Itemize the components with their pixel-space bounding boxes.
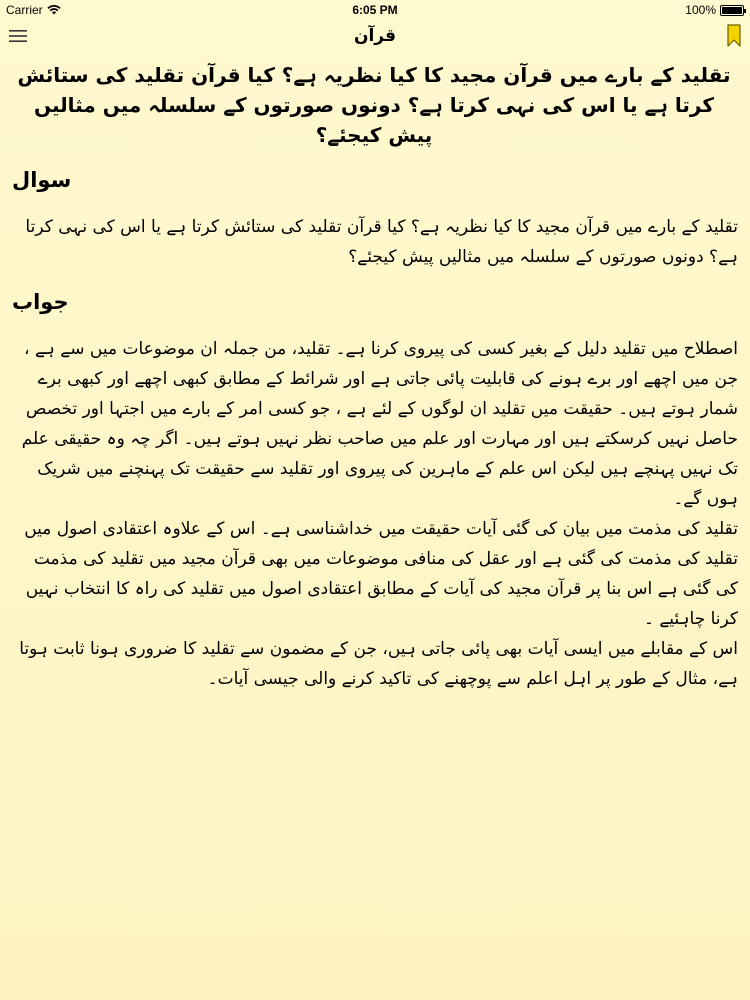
battery-icon [720,5,744,16]
answer-paragraph: اس کے مقابلے میں ایسی آیات بھی پائی جاتی ہیں، جن کے مضمون سے تقلید کا ضروری ہونا ثابت ہوتا ہے، مثال کے طور پر اہل اعلم سے پوچھنے کی تاکید کرنے والی جیسی آیات۔ [19,639,738,689]
answer-paragraph: اصطلاح میں تقلید دلیل کے بغیر کسی کی پیروی کرنا ہے۔ تقلید، من جملہ ان موضوعات میں سے ہے ، جن میں اچھے اور برے ہونے کی قابلیت پائی جاتی ہے اور شرائط کے مطابق کبھی اچھے اور کبھی برے شمار ہوتے ہیں۔ حقیقت میں تقلید ان لوگوں کے لئے ہے ، جو کسی امر کے بارے میں اجتہا اور تخصص حاصل نہیں کرسکتے ہیں اور مہارت اور علم میں صاحب نظر نہیں ہوتے ہیں۔ اگر چہ وہ حقیقی علم تک نہیں پہنچے ہیں لیکن اس علم کے ماہرین کی پیروی اور تقلید سے حقیقت تک پہنچنے میں شریک ہوں گے۔ [21,339,738,509]
article-content [0,60,750,694]
bookmark-icon[interactable] [727,24,741,48]
nav-bar [0,20,750,60]
status-time: 6:05 PM [352,3,398,17]
answer-paragraph: تقلید کی مذمت میں بیان کی گئی آیات حقیقت میں خداشناسی ہے۔ اس کے علاوہ اعتقادی اصول میں تقلید کی مذمت کی گئی ہے اور عقل کی منافی موضوعات میں بھی قرآن مجید میں تقلید کی مذمت کی گئی ہے اس بنا پر قرآن مجید کی آیات کے مطابق اعتقادی اصول میں تقلید کی راہ کا انتخاب نہیں کرنا چاہئیے ۔ [24,519,738,629]
answer-heading: جواب [12,290,69,314]
battery-percent: 100% [685,3,716,17]
carrier-label: Carrier [6,3,43,17]
status-right [685,3,744,17]
nav-title: قرآن [353,26,397,46]
status-bar [0,0,750,20]
question-title: تقلید کے بارے میں قرآن مجید کا کیا نظریہ ہے؟ کیا قرآن تقلید کی ستائش کرتا ہے یا اس کی نہی کرتا ہے؟ دونوں صورتوں کے سلسلہ میں مثالیں پیش کیجئے؟ [17,63,731,147]
question-heading: سوال [12,168,72,192]
question-body: تقلید کے بارے میں قرآن مجید کا کیا نظریہ ہے؟ کیا قرآن تقلید کی ستائش کرتا ہے یا اس کی نہی کرتا ہے؟ دونوں صورتوں کے سلسلہ میں مثالیں پیش کیجئے؟ [25,217,738,267]
